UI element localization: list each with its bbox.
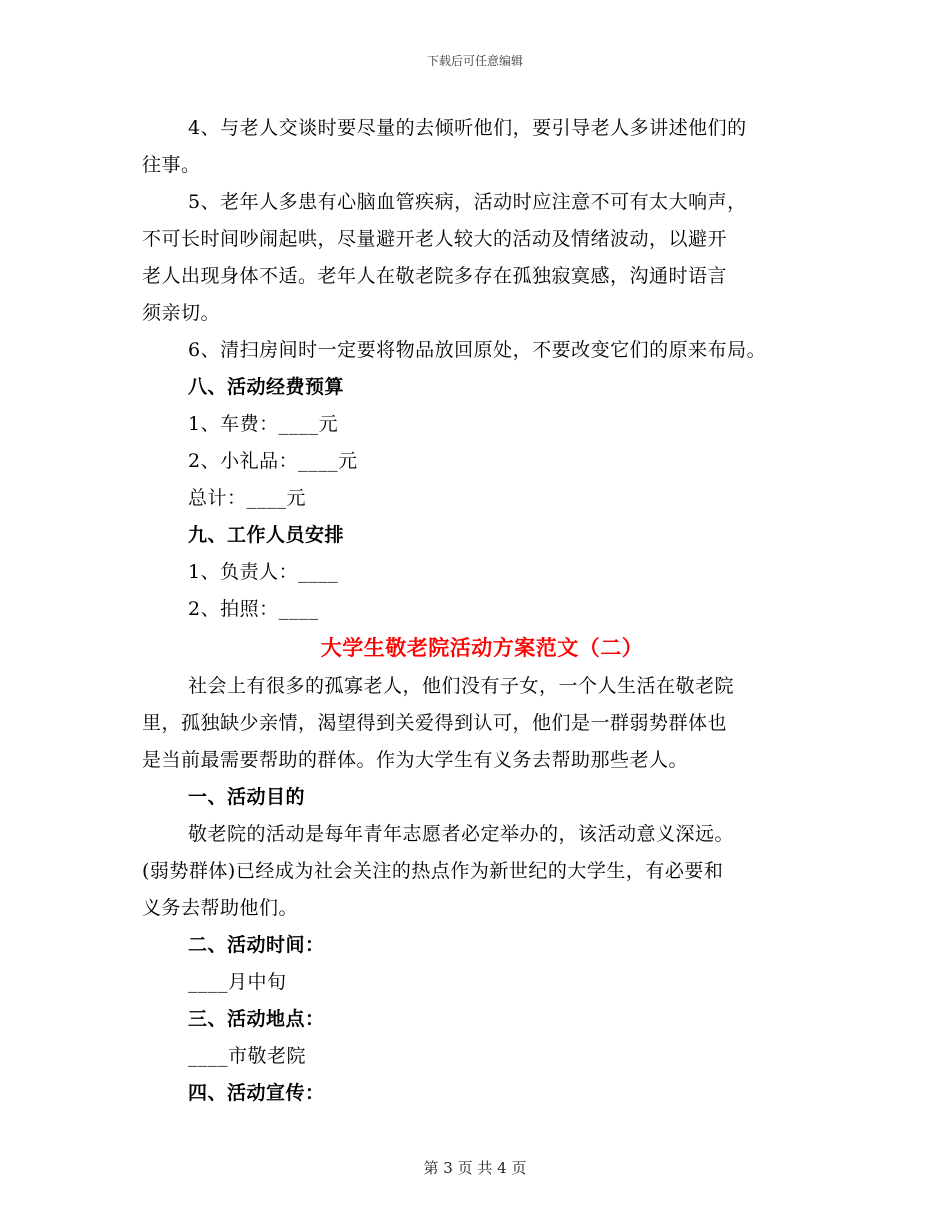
paragraph-line: 是当前最需要帮助的群体。作为大学生有义务去帮助那些老人。 [142,749,689,771]
section-heading: 八、活动经费预算 [188,376,345,398]
paragraph-line: 1、负责人：____ [188,561,339,583]
paragraph-line: 往事。 [142,154,201,176]
section-heading: 九、工作人员安排 [188,524,345,546]
paragraph-line: 4、与老人交谈时要尽量的去倾听他们，要引导老人多讲述他们的 [188,117,747,139]
paragraph-line: ____市敬老院 [188,1045,307,1067]
paragraph-line: 2、小礼品：____元 [188,450,358,472]
paragraph-line: (弱势群体)已经成为社会关注的热点作为新世纪的大学生，有必要和 [142,860,724,882]
paragraph-line: 义务去帮助他们。 [142,897,299,919]
paragraph-line: 须亲切。 [142,302,221,324]
section-one-content [142,110,822,628]
paragraph-line: 5、老年人多患有心脑血管疾病，活动时应注意不可有太大响声， [188,191,747,213]
page-footer: 第 3 页 共 4 页 [423,1159,527,1177]
section-heading: 三、活动地点： [188,1008,325,1030]
paragraph-line: 里，孤独缺少亲情，渴望得到关爱得到认可，他们是一群弱势群体也 [142,712,728,734]
paragraph-line: 2、拍照：____ [188,598,319,620]
paragraph-line: 敬老院的活动是每年青年志愿者必定举办的，该活动意义深远。 [188,823,735,845]
section-title: 大学生敬老院活动方案范文（二） [320,635,644,660]
paragraph-line: ____月中旬 [188,971,287,993]
section-two-content [142,668,822,1112]
paragraph-line: 不可长时间吵闹起哄，尽量避开老人较大的活动及情绪波动，以避开 [142,228,728,250]
paragraph-line: 老人出现身体不适。老年人在敬老院多存在孤独寂寞感，沟通时语言 [142,265,728,287]
section-heading: 一、活动目的 [188,786,306,808]
section-heading: 四、活动宣传： [188,1082,325,1104]
paragraph-line: 1、车费：____元 [188,413,339,435]
paragraph-line: 6、清扫房间时一定要将物品放回原处，不要改变它们的原来布局。 [188,339,767,361]
paragraph-line: 总计：____元 [188,487,307,509]
header-note: 下载后可任意编辑 [426,54,523,68]
paragraph-line: 社会上有很多的孤寡老人，他们没有子女，一个人生活在敬老院 [188,675,735,697]
document-body [142,110,822,1112]
section-heading: 二、活动时间： [188,934,325,956]
